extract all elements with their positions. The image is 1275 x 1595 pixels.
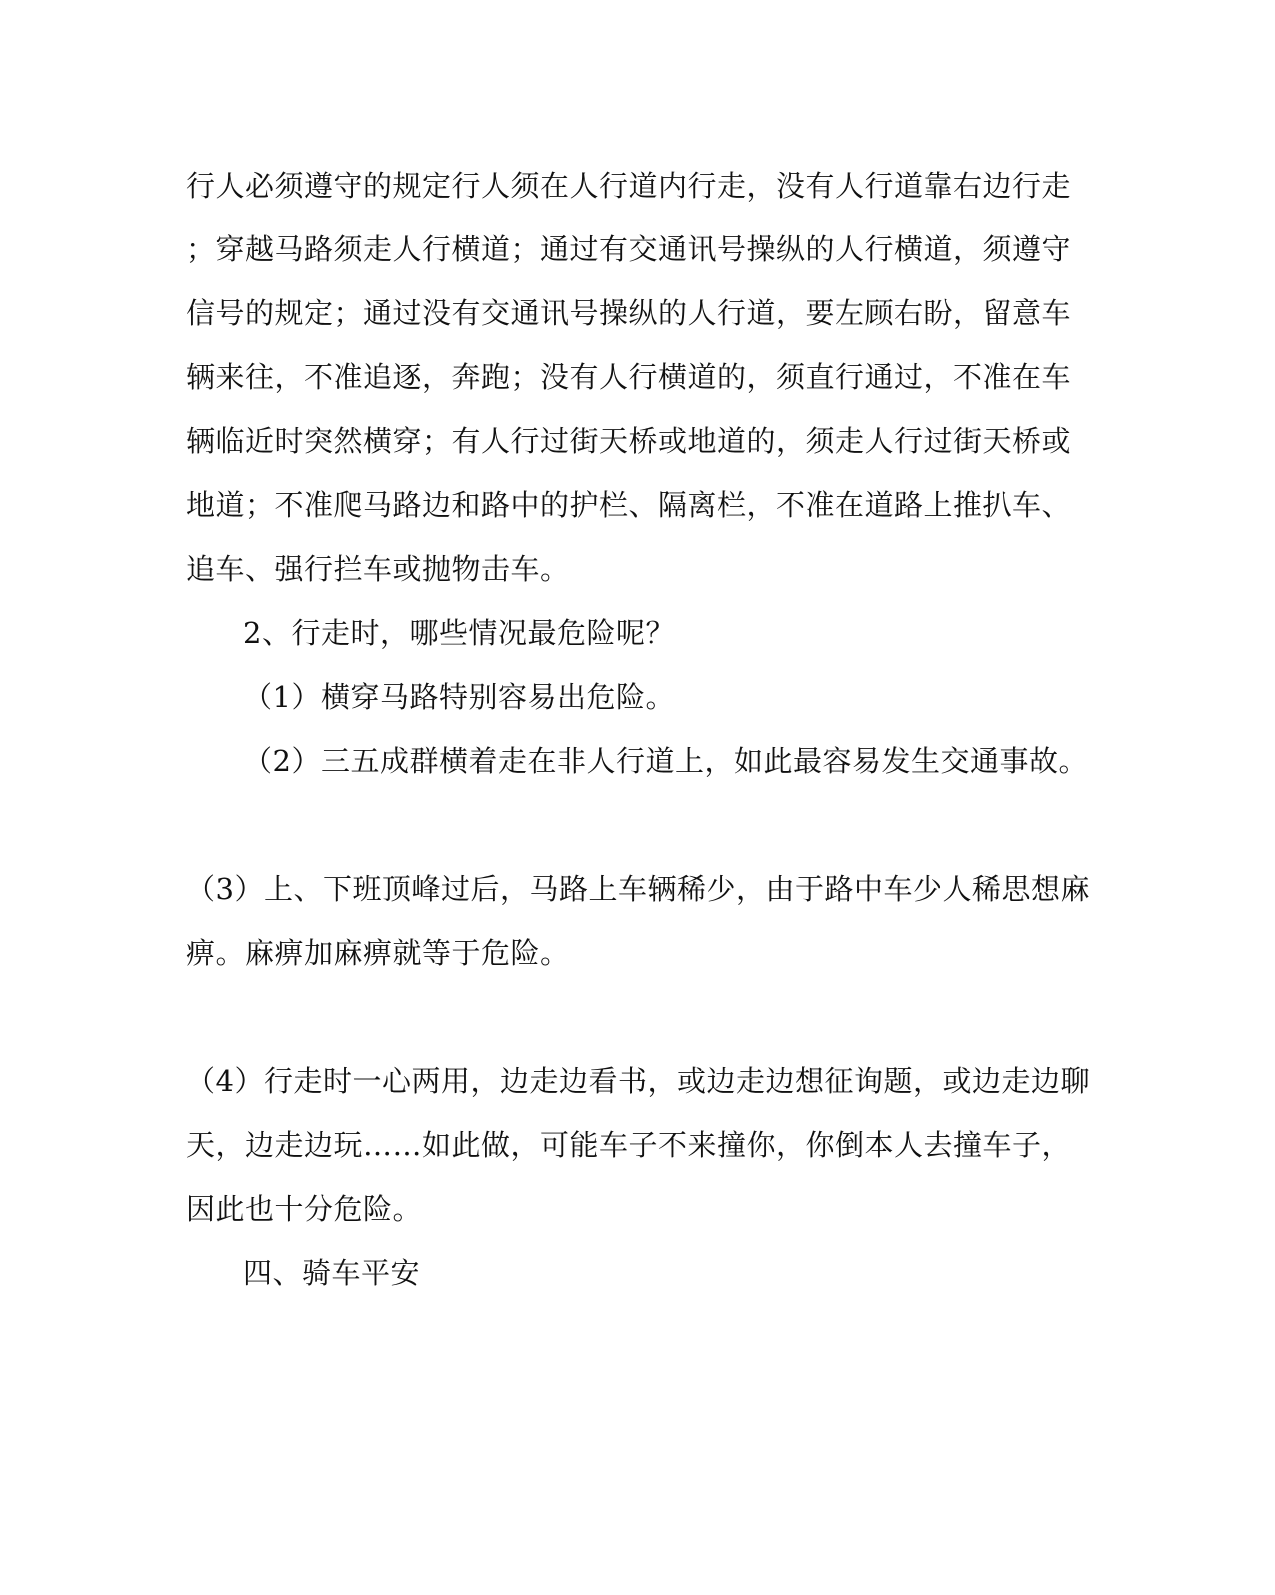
list-item-continuation: 痹。麻痹加麻痹就等于危险。	[186, 936, 570, 970]
section-heading: 四、骑车平安	[243, 1256, 421, 1290]
paragraph-line: 追车、强行拦车或抛物击车。	[186, 552, 570, 586]
list-item: （3）上、下班顶峰过后，马路上车辆稀少，由于路中车少人稀思想麻	[186, 872, 1090, 906]
list-item: （1）横穿马路特别容易出危险。	[243, 680, 675, 714]
paragraph-line: 行人必须遵守的规定行人须在人行道内行走，没有人行道靠右边行走	[186, 169, 1072, 203]
paragraph-line: 辆临近时突然横穿；有人行过街天桥或地道的，须走人行过街天桥或	[186, 424, 1072, 458]
list-item: （4）行走时一心两用，边走边看书，或边走边想征询题，或边走边聊	[186, 1064, 1090, 1098]
list-item-continuation: 天，边走边玩……如此做，可能车子不来撞你，你倒本人去撞车子，	[186, 1128, 1072, 1162]
list-item: （2）三五成群横着走在非人行道上，如此最容易发生交通事故。	[243, 744, 1088, 778]
paragraph-line: 辆来往，不准追逐，奔跑；没有人行横道的，须直行通过，不准在车	[186, 360, 1072, 394]
paragraph-line: 地道；不准爬马路边和路中的护栏、隔离栏，不准在道路上推扒车、	[186, 488, 1072, 522]
paragraph-line: 信号的规定；通过没有交通讯号操纵的人行道，要左顾右盼，留意车	[186, 296, 1072, 330]
question-heading: 2、行走时，哪些情况最危险呢？	[243, 616, 675, 650]
paragraph-line: ；穿越马路须走人行横道；通过有交通讯号操纵的人行横道，须遵守	[186, 232, 1072, 266]
list-item-continuation: 因此也十分危险。	[186, 1192, 423, 1226]
